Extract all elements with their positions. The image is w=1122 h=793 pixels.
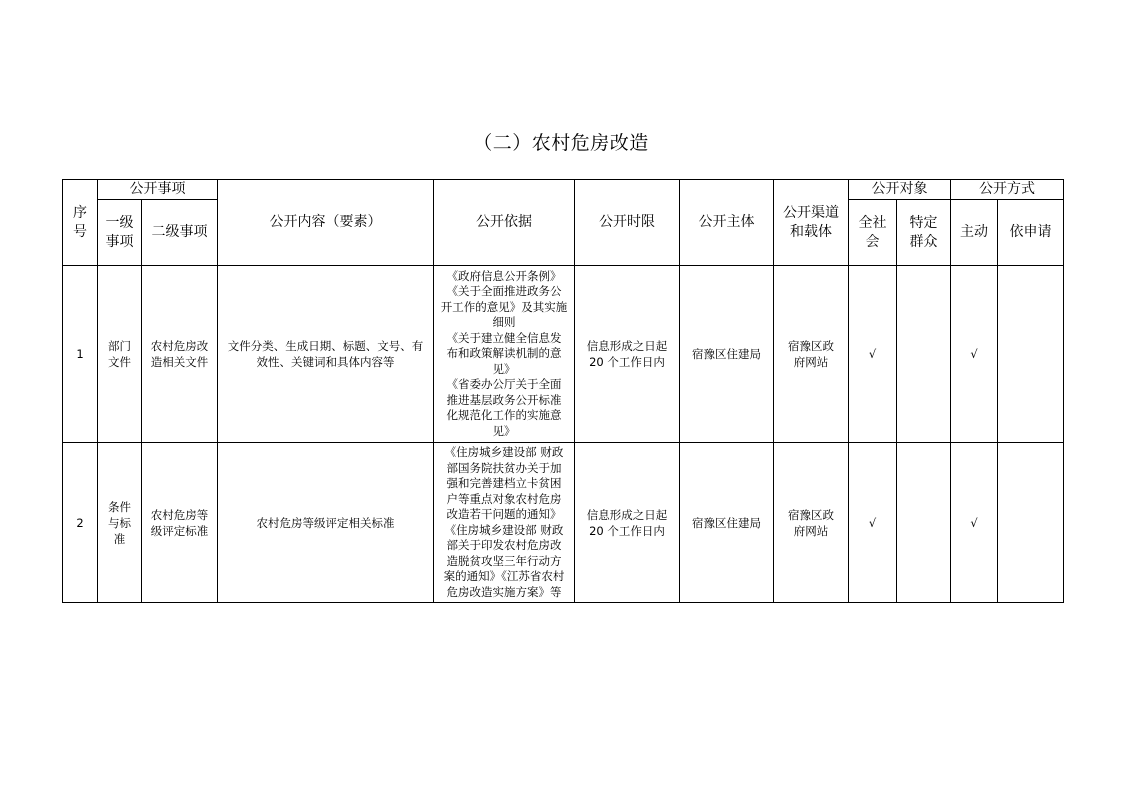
row-active-check: √ <box>951 266 998 443</box>
row-level1: 条件 与标 准 <box>98 443 142 603</box>
table-row <box>63 266 1064 443</box>
row-active-check: √ <box>951 443 998 603</box>
row-time-limit: 信息形成之日起 20 个工作日内 <box>575 266 680 443</box>
disclosure-table <box>62 179 1064 603</box>
page-title: （二）农村危房改造 <box>473 132 649 154</box>
row-basis: 《住房城乡建设部 财政 部国务院扶贫办关于加 强和完善建档立卡贫困 户等重点对象农村危房 改造若干问题的通知》 《住房城乡建设部 财政 部关于印发农村危房改 造脱贫攻坚三年行动方 案的通知》《江苏省农村 危房改造实施方案》等 <box>434 443 575 603</box>
header-level2: 二级事项 <box>142 200 218 266</box>
header-basis: 公开依据 <box>434 180 575 266</box>
row-subject: 宿豫区住建局 <box>680 266 774 443</box>
header-channel: 公开渠道 和载体 <box>774 180 849 266</box>
row-society-check: √ <box>849 443 897 603</box>
row-index: 1 <box>63 266 98 443</box>
row-basis: 《政府信息公开条例》 《关于全面推进政务公 开工作的意见》及其实施 细则 《关于建立健全信息发 布和政策解读机制的意 见》 《省委办公厅关于全面 推进基层政务公开标准 化规范化工作的实施意 见》 <box>434 266 575 443</box>
row-on-request-check <box>998 266 1064 443</box>
header-subject: 公开主体 <box>680 180 774 266</box>
row-level2: 农村危房改 造相关文件 <box>142 266 218 443</box>
header-target: 公开对象 <box>849 180 951 200</box>
header-method: 公开方式 <box>951 180 1064 200</box>
header-level1: 一级 事项 <box>98 200 142 266</box>
row-society-check: √ <box>849 266 897 443</box>
row-channel: 宿豫区政 府网站 <box>774 443 849 603</box>
header-public-items: 公开事项 <box>98 180 218 200</box>
row-level1: 部门 文件 <box>98 266 142 443</box>
header-specific: 特定 群众 <box>897 200 951 266</box>
header-time-limit: 公开时限 <box>575 180 680 266</box>
row-on-request-check <box>998 443 1064 603</box>
row-level2: 农村危房等 级评定标准 <box>142 443 218 603</box>
table-row <box>63 443 1064 603</box>
row-content: 文件分类、生成日期、标题、文号、有 效性、关键词和具体内容等 <box>218 266 434 443</box>
header-active: 主动 <box>951 200 998 266</box>
row-time-limit: 信息形成之日起 20 个工作日内 <box>575 443 680 603</box>
row-specific-check <box>897 443 951 603</box>
header-society: 全社 会 <box>849 200 897 266</box>
row-content: 农村危房等级评定相关标准 <box>218 443 434 603</box>
header-content: 公开内容（要素） <box>218 180 434 266</box>
header-on-request: 依申请 <box>998 200 1064 266</box>
header-index: 序 号 <box>63 180 98 266</box>
row-channel: 宿豫区政 府网站 <box>774 266 849 443</box>
row-subject: 宿豫区住建局 <box>680 443 774 603</box>
row-specific-check <box>897 266 951 443</box>
row-index: 2 <box>63 443 98 603</box>
